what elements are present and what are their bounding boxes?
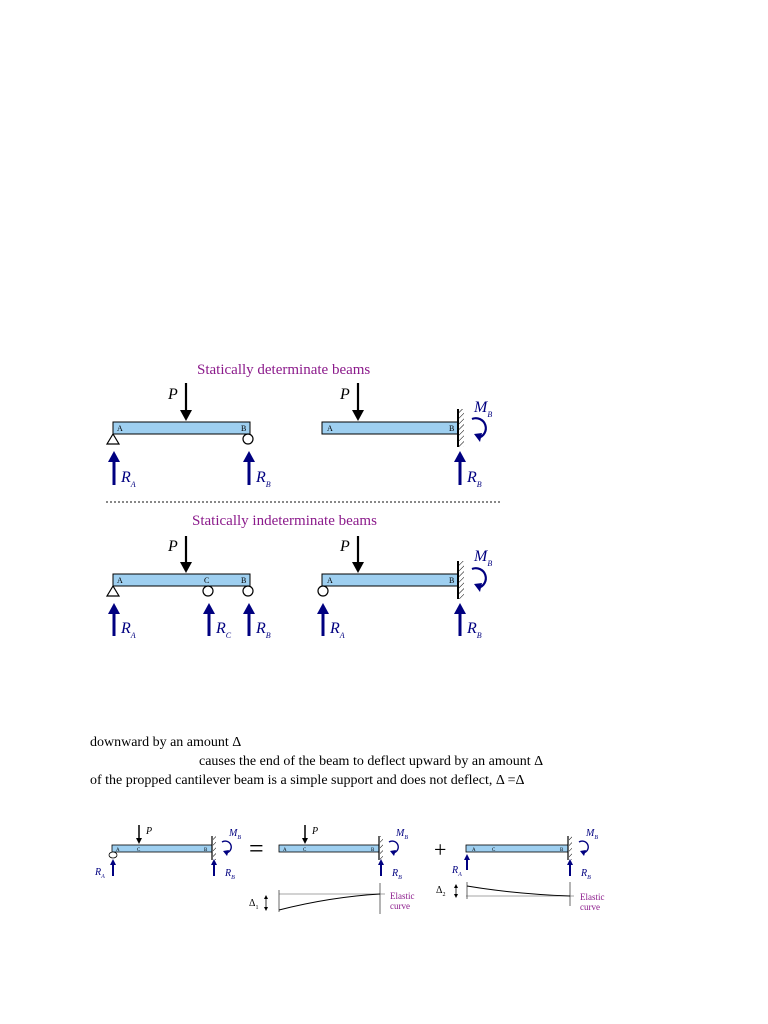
point-load-arrow [180, 383, 192, 421]
point-label-a: A [117, 424, 123, 433]
plus-sign: + [434, 837, 447, 862]
pin-support [107, 434, 119, 444]
reaction-label-ra: $R_A$ [121, 620, 136, 640]
svg-text:Δ2: $\Delta_2$ [436, 885, 446, 898]
indeterminate-beams-title: Statically indeterminate beams [192, 513, 377, 529]
roller-support [243, 586, 253, 596]
pin-support [107, 586, 119, 596]
svg-text:B: B [560, 848, 564, 853]
svg-text:C: C [303, 848, 307, 853]
beam [112, 845, 212, 852]
cantilever-beam [322, 383, 492, 489]
svg-text:C: C [492, 848, 496, 853]
roller-support [109, 852, 117, 858]
load-label-p: P [168, 538, 178, 555]
elastic-curve-1 [279, 894, 380, 910]
equals-sign: = [249, 834, 264, 863]
svg-text:MB: $M_B$ [229, 828, 242, 841]
reaction-arrow-ra [317, 603, 329, 636]
load-label-p: P [146, 826, 153, 837]
svg-text:curve: curve [390, 901, 410, 911]
roller-support [203, 586, 213, 596]
point-label-b: B [241, 576, 247, 585]
svg-text:C: C [137, 848, 141, 853]
continuous-beam [107, 536, 271, 640]
wall-hatching [459, 561, 464, 599]
reaction-arrow-rc [203, 603, 215, 636]
moment-label-mb: $M_B$ [474, 548, 493, 568]
svg-text:B: B [204, 848, 208, 853]
moment-arrow [472, 418, 486, 442]
text-line-3: of the propped cantilever beam is a simple support and does not deflect, Δ =Δ [90, 773, 525, 788]
reaction-label-rb: $R_B$ [467, 620, 482, 640]
svg-text:curve: curve [580, 902, 600, 912]
reaction-arrow-ra [108, 451, 120, 485]
svg-text:RA: $R_A$ [95, 867, 105, 880]
point-load-arrow [180, 536, 192, 573]
superposition-reaction-cantilever [436, 828, 605, 912]
point-label-c: C [204, 576, 210, 585]
svg-text:P: P [312, 826, 319, 837]
svg-text:MB: $M_B$ [396, 828, 409, 841]
beam [279, 845, 379, 852]
point-label-b: B [449, 576, 455, 585]
beam [322, 422, 458, 434]
beam [113, 574, 250, 586]
roller-support [243, 434, 253, 444]
reaction-label-rb: $R_B$ [256, 469, 271, 489]
load-label-p: P [340, 386, 350, 403]
svg-text:B: B [371, 848, 375, 853]
elastic-curve-2 [467, 886, 570, 896]
beam [113, 422, 250, 434]
reaction-label-ra: $R_A$ [121, 469, 136, 489]
point-label-b: B [241, 424, 247, 433]
elastic-curve-label: Elastic [390, 891, 415, 901]
point-label-b: B [449, 424, 455, 433]
beam [466, 845, 568, 852]
roller-support [318, 586, 328, 596]
svg-text:MB: $M_B$ [586, 828, 599, 841]
svg-text:RB: $R_B$ [225, 868, 235, 881]
beam [322, 574, 458, 586]
svg-text:RA: $R_A$ [452, 865, 462, 878]
point-load-arrow [352, 383, 364, 421]
svg-text:Δ1: $\Delta_1$ [249, 898, 259, 911]
load-label-p: P [168, 386, 178, 403]
svg-text:A: A [472, 848, 476, 853]
point-label-a: A [327, 424, 333, 433]
superposition-original-beam [94, 825, 241, 881]
text-line-1: downward by an amount Δ [90, 735, 242, 750]
point-label-a: A [327, 576, 333, 585]
reaction-arrow-rb [454, 603, 466, 636]
moment-label-mb: $M_B$ [474, 399, 493, 419]
svg-text:RB: $R_B$ [392, 868, 402, 881]
svg-text:A: A [116, 848, 120, 853]
svg-text:A: A [283, 848, 287, 853]
reaction-arrow-rb [454, 451, 466, 485]
reaction-label-rc: $R_C$ [216, 620, 232, 640]
svg-text:RB: $R_B$ [581, 868, 591, 881]
svg-text:Elastic: Elastic [580, 892, 605, 902]
reaction-label-rb: $R_B$ [256, 620, 271, 640]
point-load-arrow [352, 536, 364, 573]
determinate-beams-title: Statically determinate beams [197, 362, 371, 378]
propped-cantilever-beam [317, 536, 492, 640]
point-label-a: A [117, 576, 123, 585]
reaction-arrow-ra [108, 603, 120, 636]
text-line-2: causes the end of the beam to deflect upward by an amount Δ [199, 754, 544, 769]
reaction-label-ra: $R_A$ [330, 620, 345, 640]
simply-supported-beam [107, 383, 271, 489]
wall-hatching [459, 409, 464, 447]
reaction-label-rb: $R_B$ [467, 469, 482, 489]
moment-arrow [472, 568, 486, 592]
load-label-p: P [340, 538, 350, 555]
superposition-diagram [94, 825, 605, 914]
reaction-arrow-rb [243, 451, 255, 485]
reaction-arrow-rb [243, 603, 255, 636]
superposition-loaded-cantilever [249, 825, 415, 914]
